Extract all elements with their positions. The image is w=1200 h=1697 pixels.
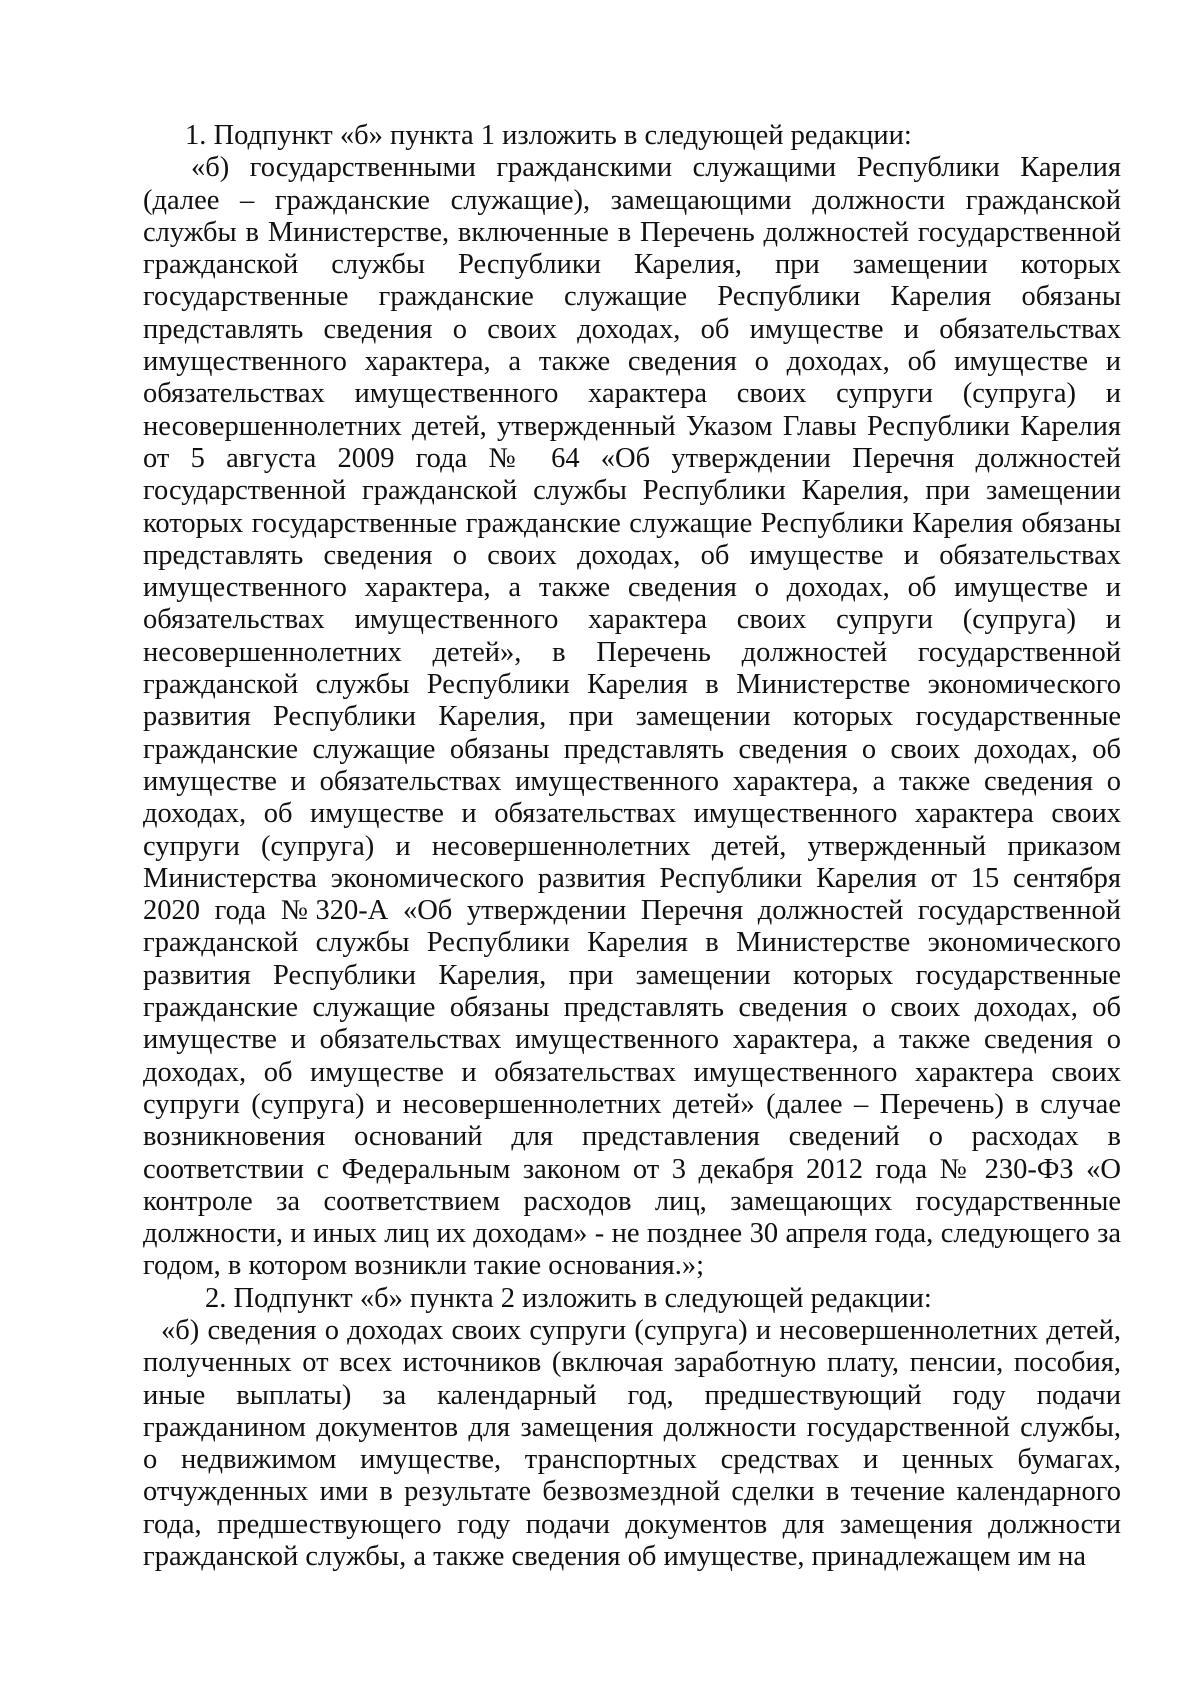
item-1-text: «б) государственными гражданскими служащими Республики Карелия (далее – гражданские служащие), замещающими должности гражданской службы в Министерстве, включенные в Перечень должностей государственной гражданской службы Республики Карелия, при замещении которых государственные гражданские служащие Республики Карелия обязаны представлять сведения о своих доходах, об имуществе и обязательствах имущественного характера, а также сведения о доходах, об имуществе и обязательствах имущественного характера своих супруги (супруга) и несовершеннолетних детей, утвержденный Указом Главы Республики Карелия от 5 августа 2009 года № 64 «Об утверждении Перечня должностей государственной гражданской службы Республики Карелия, при замещении которых государственные гражданские служащие Республики Карелия обязаны представлять сведения о своих доходах, об имуществе и обязательствах имущественного характера, а также сведения о доходах, об имуществе и обязательствах имущественного характера своих супруги (супруга) и несовершеннолетних детей», в Перечень должностей государственной гражданской службы Республики Карелия в Министерстве экономического развития Республики Карелия, при замещении которых государственные гражданские служащие обязаны представлять сведения о своих доходах, об имуществе и обязательствах имущественного характера, а также сведения о доходах, об имуществе и обязательствах имущественного характера своих супруги (супруга) и несовершеннолетних детей, утвержденный приказом Министерства экономического развития Республики Карелия от 15 сентября 2020 года №320-А «Об утверждении Перечня должностей государственной гражданской службы Республики Карелия в Министерстве экономического развития Республики Карелия, при замещении которых государственные гражданские служащие обязаны представлять сведения о своих доходах, об имуществе и обязательствах имущественного характера, а также сведения о доходах, об имуществе и обязательствах имущественного характера своих супруги (супруга) и несовершеннолетних детей» (далее – Перечень) в случае возникновения оснований для представления сведений о расходах в соответствии с Федеральным законом от 3 декабря 2012 года № 230-ФЗ «О контроле за соответствием расходов лиц, замещающих государственные должности, и иных лиц их доходам» - не позднее 30 апреля года, следующего за годом, в котором возникли такие основания.»; bbox=[143, 152, 1121, 1282]
document-page bbox=[143, 120, 1121, 1573]
item-2-text: «б) сведения о доходах своих супруги (супруга) и несовершеннолетних детей, полученных от всех источников (включая заработную плату, пенсии, пособия, иные выплаты) за календарный год, предшествующий году подачи гражданином документов для замещения должности государственной службы, о недвижимом имуществе, транспортных средствах и ценных бумагах, отчужденных ими в результате безвозмездной сделки в течение календарного года, предшествующего году подачи документов для замещения должности гражданской службы, а также сведения об имуществе, принадлежащем им на bbox=[143, 1314, 1121, 1573]
item-1-heading: 1. Подпункт «б» пункта 1 изложить в следующей редакции: bbox=[185, 120, 912, 151]
item-2-heading: 2. Подпункт «б» пункта 2 изложить в следующей редакции: bbox=[205, 1282, 932, 1314]
